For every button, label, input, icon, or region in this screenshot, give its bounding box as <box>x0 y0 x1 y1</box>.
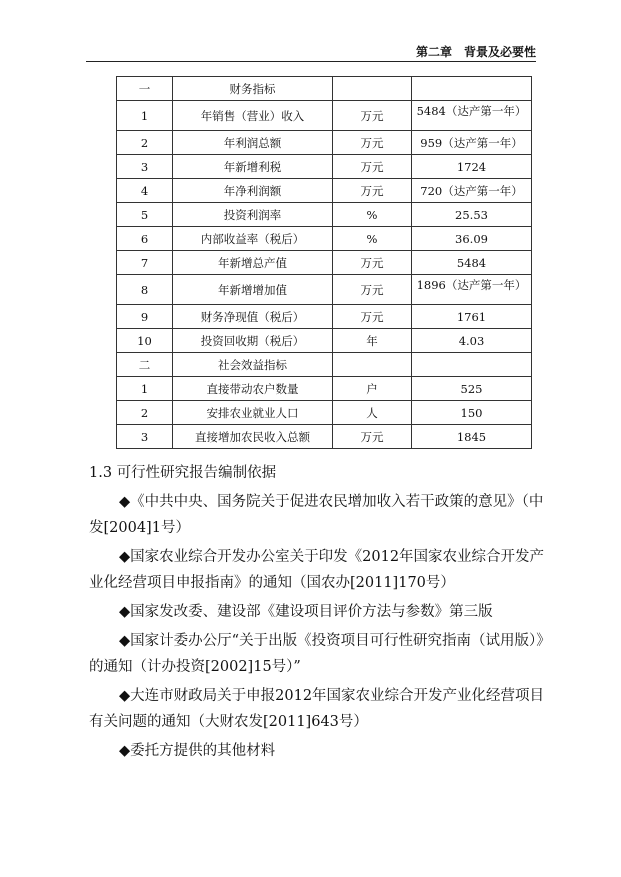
row-value: 1724 <box>412 155 532 179</box>
table-row <box>117 155 532 179</box>
row-unit: 万元 <box>333 155 412 179</box>
row-number: 一 <box>117 77 173 101</box>
row-value: 525 <box>412 377 532 401</box>
row-value: 25.53 <box>412 203 532 227</box>
table-row <box>117 203 532 227</box>
row-number: 8 <box>117 275 173 305</box>
row-unit: % <box>333 227 412 251</box>
row-indicator: 财务指标 <box>173 77 333 101</box>
row-number: 2 <box>117 401 173 425</box>
table-row <box>117 377 532 401</box>
row-number: 7 <box>117 251 173 275</box>
row-number: 9 <box>117 305 173 329</box>
indicators-table <box>116 76 532 449</box>
row-number: 二 <box>117 353 173 377</box>
row-indicator: 年销售（营业）收入 <box>173 101 333 131</box>
row-value: 150 <box>412 401 532 425</box>
row-unit: 人 <box>333 401 412 425</box>
row-number: 3 <box>117 425 173 449</box>
row-number: 1 <box>117 101 173 131</box>
table-row <box>117 305 532 329</box>
row-number: 5 <box>117 203 173 227</box>
row-unit: 万元 <box>333 101 412 131</box>
table-row <box>117 353 532 377</box>
row-indicator: 内部收益率（税后） <box>173 227 333 251</box>
row-number: 3 <box>117 155 173 179</box>
row-unit: 万元 <box>333 305 412 329</box>
row-indicator: 年新增增加值 <box>173 275 333 305</box>
row-indicator: 直接增加农民收入总额 <box>173 425 333 449</box>
table-row <box>117 425 532 449</box>
table-row <box>117 275 532 305</box>
row-value <box>412 77 532 101</box>
row-value: 5484 <box>412 251 532 275</box>
row-unit: 万元 <box>333 251 412 275</box>
row-value: 959（达产第一年） <box>412 131 532 155</box>
basis-item: ◆国家计委办公厅“关于出版《投资项目可行性研究指南（试用版）》的通知（计办投资[2002]15号）” <box>89 633 544 675</box>
table-row <box>117 131 532 155</box>
row-unit: 万元 <box>333 275 412 305</box>
row-number: 4 <box>117 179 173 203</box>
row-value: 1896（达产第一年） <box>412 275 532 305</box>
row-value <box>412 353 532 377</box>
table-row <box>117 101 532 131</box>
row-number: 10 <box>117 329 173 353</box>
chapter-title: 第二章 背景及必要性 <box>415 45 536 59</box>
row-unit <box>333 353 412 377</box>
basis-section <box>89 460 549 764</box>
page-header <box>86 41 536 62</box>
row-number: 2 <box>117 131 173 155</box>
basis-item: ◆《中共中央、国务院关于促进农民增加收入若干政策的意见》（中发[2004]1号） <box>89 494 544 536</box>
row-unit: 年 <box>333 329 412 353</box>
row-value: 1845 <box>412 425 532 449</box>
row-value: 4.03 <box>412 329 532 353</box>
row-unit: 万元 <box>333 179 412 203</box>
table-row <box>117 401 532 425</box>
row-indicator: 投资利润率 <box>173 203 333 227</box>
row-value: 36.09 <box>412 227 532 251</box>
row-value: 1761 <box>412 305 532 329</box>
table-row <box>117 77 532 101</box>
row-indicator: 直接带动农户数量 <box>173 377 333 401</box>
basis-item: ◆国家农业综合开发办公室关于印发《2012年国家农业综合开发产业化经营项目申报指南》的通知（国农办[2011]170号） <box>89 549 545 591</box>
section-title: 1.3 可行性研究报告编制依据 <box>89 465 277 481</box>
row-indicator: 投资回收期（税后） <box>173 329 333 353</box>
row-unit: % <box>333 203 412 227</box>
row-indicator: 年净利润额 <box>173 179 333 203</box>
row-unit: 万元 <box>333 131 412 155</box>
row-indicator: 财务净现值（税后） <box>173 305 333 329</box>
row-indicator: 年新增利税 <box>173 155 333 179</box>
row-value: 720（达产第一年） <box>412 179 532 203</box>
row-number: 6 <box>117 227 173 251</box>
table-row <box>117 179 532 203</box>
basis-item: ◆大连市财政局关于申报2012年国家农业综合开发产业化经营项目有关问题的通知（大财农发[2011]643号） <box>89 688 545 730</box>
table-row <box>117 251 532 275</box>
row-value: 5484（达产第一年） <box>412 101 532 131</box>
row-indicator: 年新增总产值 <box>173 251 333 275</box>
row-indicator: 社会效益指标 <box>173 353 333 377</box>
table-row <box>117 227 532 251</box>
basis-item: ◆委托方提供的其他材料 <box>119 743 276 759</box>
row-indicator: 年利润总额 <box>173 131 333 155</box>
table-row <box>117 329 532 353</box>
row-indicator: 安排农业就业人口 <box>173 401 333 425</box>
basis-item: ◆国家发改委、建设部《建设项目评价方法与参数》第三版 <box>119 604 493 620</box>
row-number: 1 <box>117 377 173 401</box>
row-unit: 户 <box>333 377 412 401</box>
row-unit <box>333 77 412 101</box>
row-unit: 万元 <box>333 425 412 449</box>
